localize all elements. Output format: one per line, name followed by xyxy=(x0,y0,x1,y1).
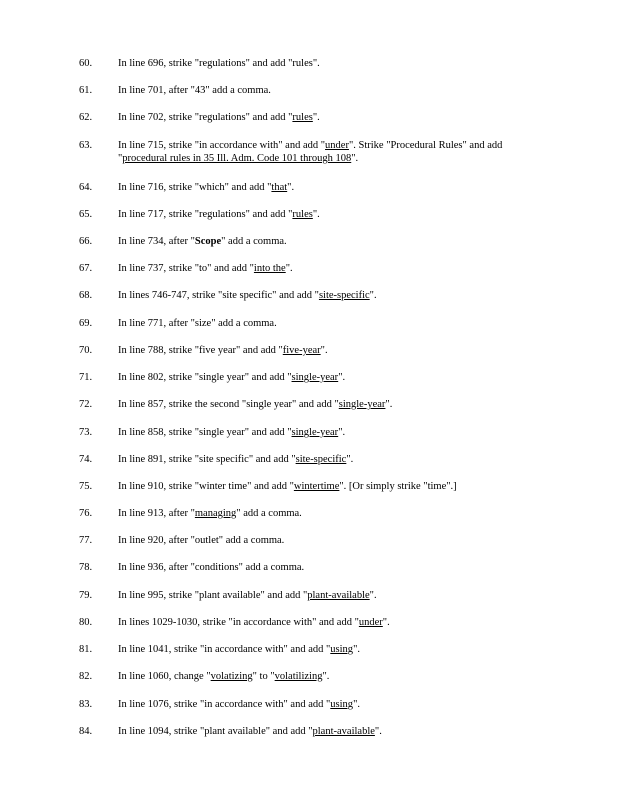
item-text xyxy=(118,589,538,602)
item-number: 81. xyxy=(79,644,93,655)
item-text-line xyxy=(118,534,538,547)
item-text xyxy=(118,84,538,97)
item-text-line xyxy=(118,453,538,466)
underlined-insertion: plant-available xyxy=(307,590,370,601)
instruction-text: ". xyxy=(338,427,346,438)
item-text-line xyxy=(118,371,538,384)
item-text xyxy=(118,426,538,439)
instruction-text: In line 788, strike "five year" and add " xyxy=(118,345,283,356)
item-text xyxy=(118,235,538,248)
item-text xyxy=(118,181,538,194)
instruction-text: " to " xyxy=(252,671,275,682)
item-text xyxy=(118,453,538,466)
item-number: 76. xyxy=(79,508,93,519)
instruction-text: In line 715, strike "in accordance with" and add " xyxy=(118,140,326,151)
item-text xyxy=(118,561,538,574)
item-number: 68. xyxy=(79,290,93,301)
underlined-insertion: single-year xyxy=(291,372,339,383)
item-text xyxy=(118,643,538,656)
instruction-text: In line 716, strike "which" and add " xyxy=(118,182,272,193)
instruction-text: In line 1060, change " xyxy=(118,671,211,682)
item-number: 64. xyxy=(79,182,93,193)
item-text xyxy=(118,371,538,384)
instruction-text: ". xyxy=(353,699,360,710)
item-number: 75. xyxy=(79,481,93,492)
item-text xyxy=(118,344,538,357)
underlined-insertion: under xyxy=(325,140,349,151)
underlined-insertion: volatizing xyxy=(210,671,253,682)
instruction-text: ". xyxy=(312,112,320,123)
item-text-line xyxy=(118,561,538,574)
item-text-line xyxy=(118,235,538,248)
item-text-line xyxy=(118,344,538,357)
item-text-line xyxy=(118,262,538,275)
item-text xyxy=(118,507,538,520)
item-number: 71. xyxy=(79,372,93,383)
item-text xyxy=(118,480,538,493)
item-number: 77. xyxy=(79,535,93,546)
instruction-text: In line 717, strike "regulations" and add " xyxy=(118,209,293,220)
underlined-insertion: plant-available xyxy=(312,726,375,737)
item-text xyxy=(118,725,538,738)
instruction-text: In line 1076, strike "in accordance with" and add " xyxy=(118,699,331,710)
underlined-insertion: site-specific xyxy=(295,454,347,465)
item-text-line xyxy=(118,616,538,629)
item-number: 80. xyxy=(79,617,93,628)
instruction-text: In line 936, after "conditions" add a comma. xyxy=(118,562,305,573)
item-text-line xyxy=(118,111,538,124)
item-number: 62. xyxy=(79,112,93,123)
item-text xyxy=(118,262,538,275)
item-number: 63. xyxy=(79,140,93,151)
item-number: 78. xyxy=(79,562,93,573)
instruction-text: In line 910, strike "winter time" and add " xyxy=(118,481,294,492)
instruction-text: ". xyxy=(320,345,328,356)
item-text-line xyxy=(118,208,538,221)
instruction-text: In lines 746-747, strike "site specific" and add " xyxy=(118,290,319,301)
instruction-text: ". xyxy=(374,726,382,737)
instruction-text: In line 920, after "outlet" add a comma. xyxy=(118,535,285,546)
underlined-insertion: volatilizing xyxy=(274,671,323,682)
instruction-text: ". xyxy=(382,617,390,628)
underlined-insertion: under xyxy=(358,617,383,628)
item-number: 65. xyxy=(79,209,93,220)
item-text-line xyxy=(118,589,538,602)
item-text xyxy=(118,111,538,124)
item-text xyxy=(118,208,538,221)
instruction-text: In lines 1029-1030, strike "in accordance with" and add " xyxy=(118,617,359,628)
item-text-line xyxy=(118,84,538,97)
instruction-text: In line 701, after "43" add a comma. xyxy=(118,85,271,96)
underlined-insertion: wintertime xyxy=(293,481,340,492)
item-number: 73. xyxy=(79,427,93,438)
item-number: 72. xyxy=(79,399,93,410)
item-text xyxy=(118,534,538,547)
item-number: 82. xyxy=(79,671,93,682)
instruction-text: In line 913, after " xyxy=(118,508,195,519)
instruction-text: ". xyxy=(369,290,377,301)
underlined-insertion: site-specific xyxy=(318,290,370,301)
instruction-text: ". xyxy=(385,399,393,410)
item-text-line xyxy=(118,289,538,302)
item-text xyxy=(118,317,538,330)
instruction-text: ". Strike "Procedural Rules" and add xyxy=(348,140,503,151)
instruction-text: ". xyxy=(351,153,359,164)
underlined-insertion: single-year xyxy=(291,427,339,438)
instruction-text: In line 995, strike "plant available" and add " xyxy=(118,590,308,601)
underlined-insertion: using xyxy=(330,644,354,655)
underlined-insertion: into the xyxy=(253,263,286,274)
underlined-insertion: single-year xyxy=(338,399,386,410)
underlined-insertion: rules xyxy=(292,209,313,220)
instruction-text: In line 1041, strike "in accordance with" and add " xyxy=(118,644,331,655)
instruction-text: ". [Or simply strike "time".] xyxy=(339,481,457,492)
instruction-text: In line 737, strike "to" and add " xyxy=(118,263,254,274)
item-text-line xyxy=(118,152,538,165)
item-text-line xyxy=(118,181,538,194)
bold-term: Scope xyxy=(194,236,222,247)
instruction-text: ". xyxy=(346,454,354,465)
instruction-text: In line 734, after " xyxy=(118,236,195,247)
instruction-text: In line 891, strike "site specific" and add " xyxy=(118,454,296,465)
item-number: 79. xyxy=(79,590,93,601)
instruction-text: " add a comma. xyxy=(236,508,302,519)
item-text xyxy=(118,398,538,411)
item-text-line xyxy=(118,426,538,439)
item-text xyxy=(118,616,538,629)
item-text xyxy=(118,289,538,302)
item-text xyxy=(118,139,538,165)
item-text-line xyxy=(118,698,538,711)
item-number: 66. xyxy=(79,236,93,247)
underlined-insertion: procedural rules in 35 Ill. Adm. Code 101 through 108 xyxy=(122,153,352,164)
instruction-text: ". xyxy=(285,263,293,274)
instruction-text: " add a comma. xyxy=(221,236,287,247)
underlined-insertion: five-year xyxy=(282,345,321,356)
instruction-text: In line 702, strike "regulations" and add " xyxy=(118,112,293,123)
instruction-text: In line 771, after "size" add a comma. xyxy=(118,318,277,329)
instruction-text: In line 1094, strike "plant available" and add " xyxy=(118,726,313,737)
item-number: 69. xyxy=(79,318,93,329)
instruction-text: In line 857, strike the second "single year" and add " xyxy=(118,399,339,410)
item-number: 61. xyxy=(79,85,93,96)
instruction-text: ". xyxy=(353,644,360,655)
underlined-insertion: rules xyxy=(292,112,313,123)
item-text xyxy=(118,57,538,70)
instruction-text: ". xyxy=(338,372,346,383)
instruction-text: ". xyxy=(369,590,377,601)
item-text-line xyxy=(118,643,538,656)
item-number: 70. xyxy=(79,345,93,356)
item-number: 74. xyxy=(79,454,93,465)
item-text-line xyxy=(118,317,538,330)
underlined-insertion: using xyxy=(330,699,354,710)
item-text-line xyxy=(118,507,538,520)
item-text xyxy=(118,670,538,683)
item-text-line xyxy=(118,139,538,152)
instruction-text: ". xyxy=(287,182,295,193)
item-text xyxy=(118,698,538,711)
item-text-line xyxy=(118,480,538,493)
item-text-line xyxy=(118,725,538,738)
item-number: 67. xyxy=(79,263,93,274)
instruction-text: In line 802, strike "single year" and add " xyxy=(118,372,292,383)
item-number: 60. xyxy=(79,58,93,69)
instruction-text: In line 696, strike "regulations" and add "rules". xyxy=(118,58,320,69)
item-number: 83. xyxy=(79,699,93,710)
item-text-line xyxy=(118,670,538,683)
instruction-text: ". xyxy=(312,209,320,220)
underlined-insertion: that xyxy=(271,182,288,193)
instruction-text: " xyxy=(118,153,123,164)
item-text-line xyxy=(118,398,538,411)
underlined-insertion: managing xyxy=(194,508,237,519)
instruction-text: ". xyxy=(322,671,330,682)
item-text-line xyxy=(118,57,538,70)
instruction-text: In line 858, strike "single year" and add " xyxy=(118,427,292,438)
item-number: 84. xyxy=(79,726,93,737)
